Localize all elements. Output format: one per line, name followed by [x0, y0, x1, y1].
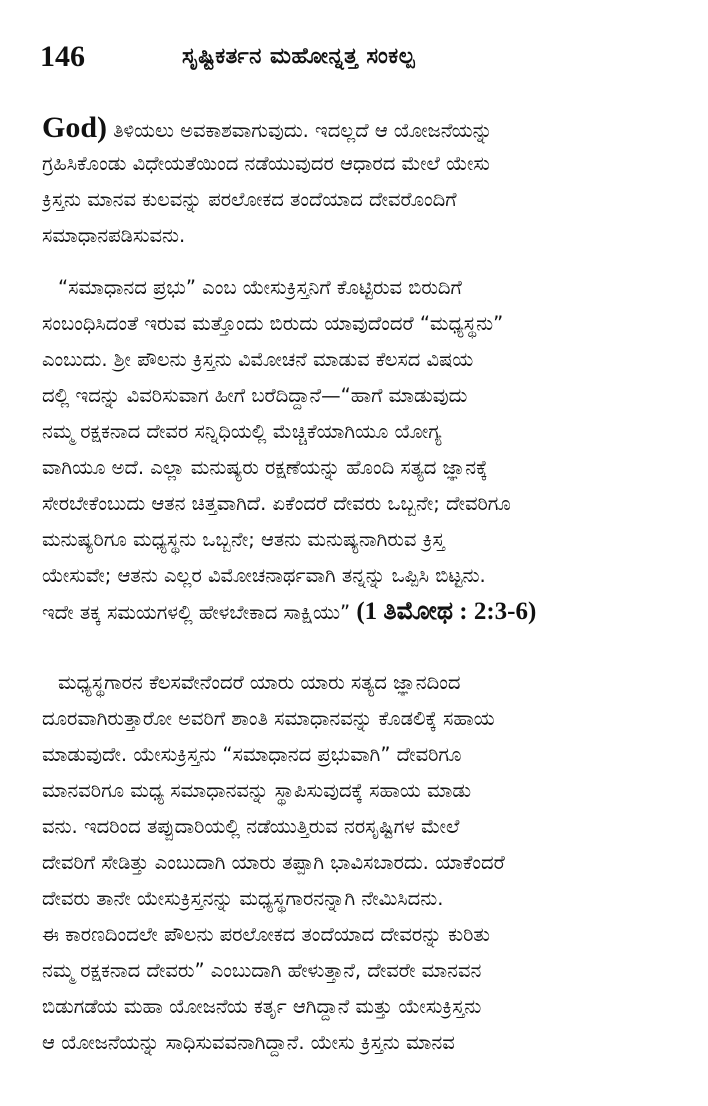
text-line [42, 110, 672, 146]
running-title: ಸೃಷ್ಟಿಕರ್ತನ ಮಹೋನ್ನತ್ತ ಸಂಕಲ್ಪ [182, 44, 416, 69]
text-line: ಮನುಷ್ಯರಿಗೂ ಮಧ್ಯಸ್ಥನು ಒಬ್ಬನೇ; ಆತನು ಮನುಷ್ಯನಾಗಿರುವ ಕ್ರಿಸ್ತ [42, 528, 445, 551]
text-line: ಯೇಸುವೇ; ಆತನು ಎಲ್ಲರ ವಿಮೋಚನಾರ್ಥವಾಗಿ ತನ್ನನ್ನು ಒಪ್ಪಿಸಿ ಬಿಟ್ಟನು. [42, 564, 486, 587]
text-line: ಕ್ರಿಸ್ತನು ಮಾನವ ಕುಲವನ್ನು ಪರಲೋಕದ ತಂದೆಯಾದ ದೇವರೊಂದಿಗೆ [42, 188, 457, 211]
paragraph-2 [42, 270, 672, 630]
page-number: 146 [40, 40, 85, 73]
text-line: ಈ ಕಾರಣದಿಂದಲೇ ಪೌಲನು ಪರಲೋಕದ ತಂದೆಯಾದ ದೇವರನ್ನು ಕುರಿತು [42, 923, 490, 946]
text-line: ನಮ್ಮ ರಕ್ಷಕನಾದ ದೇವರ ಸನ್ನಿಧಿಯಲ್ಲಿ ಮೆಚ್ಚಿಕೆಯಾಗಿಯೂ ಯೋಗ್ಯ [42, 420, 442, 443]
text-line: ಮಾನವರಿಗೂ ಮಧ್ಯ ಸಮಾಧಾನವನ್ನು ಸ್ಥಾಪಿಸುವುದಕ್ಕೆ ಸಹಾಯ ಮಾಡು [42, 779, 472, 802]
text-line: ವನು. ಇದರಿಂದ ತಪ್ಪುದಾರಿಯಲ್ಲಿ ನಡೆಯುತ್ತಿರುವ ನರಸೃಷ್ಟಿಗಳ ಮೇಲೆ [42, 815, 460, 838]
text-line: ಆ ಯೋಜನೆಯನ್ನು ಸಾಧಿಸುವವನಾಗಿದ್ದಾನೆ. ಯೇಸು ಕ್ರಿಸ್ತನು ಮಾನವ [42, 1031, 455, 1054]
text-line: ದೇವರು ತಾನೇ ಯೇಸುಕ್ರಿಸ್ತನನ್ನು ಮಧ್ಯಸ್ಥಗಾರನನ್ನಾಗಿ ನೇಮಿಸಿದನು. [42, 887, 444, 910]
text-line: “ಸಮಾಧಾನದ ಪ್ರಭು” ಎಂಬ ಯೇಸುಕ್ರಿಸ್ತನಿಗೆ ಕೊಟ್ಟಿರುವ ಬಿರುದಿಗೆ [58, 276, 462, 299]
text-line: ವಾಗಿಯೂ ಅದೆ. ಎಲ್ಲಾ ಮನುಷ್ಯರು ರಕ್ಷಣೆಯನ್ನು ಹೊಂದಿ ಸತ್ಯದ ಜ್ಞಾನಕ್ಕೆ [42, 456, 488, 479]
text-line: ಮಾಡುವುದೇ. ಯೇಸುಕ್ರಿಸ್ತನು “ಸಮಾಧಾನದ ಪ್ರಭುವಾಗಿ” ದೇವರಿಗೂ [42, 743, 462, 766]
scripture-citation: (1 ತಿಮೋಥ : 2:3-6) [356, 598, 537, 625]
text-line: ಮಧ್ಯಸ್ಥಗಾರನ ಕೆಲಸವೇನೆಂದರೆ ಯಾರು ಯಾರು ಸತ್ಯದ ಜ್ಞಾನದಿಂದ [58, 671, 461, 694]
text-line: ಗ್ರಹಿಸಿಕೊಂಡು ವಿಧೇಯತೆಯಿಂದ ನಡೆಯುವುದರ ಆಧಾರದ ಮೇಲೆ ಯೇಸು [42, 152, 490, 175]
paragraph-1 [42, 110, 672, 254]
text-line: ಸೇರಬೇಕೆಂಬುದು ಆತನ ಚಿತ್ತವಾಗಿದೆ. ಏಕೆಂದರೆ ದೇವರು ಒಬ್ಬನೇ; ದೇವರಿಗೂ [42, 492, 511, 515]
text-line [42, 594, 672, 630]
text-line: ದೇವರಿಗೆ ಸೇಡಿತ್ತು ಎಂಬುದಾಗಿ ಯಾರು ತಪ್ಪಾಗಿ ಭಾವಿಸಬಾರದು. ಯಾಕೆಂದರೆ [42, 851, 505, 874]
text-line: ದಲ್ಲಿ ಇದನ್ನು ವಿವರಿಸುವಾಗ ಹೀಗೆ ಬರೆದಿದ್ದಾನೆ—“ಹಾಗೆ ಮಾಡುವುದು [42, 384, 468, 407]
text-line: ಬಿಡುಗಡೆಯ ಮಹಾ ಯೋಜನೆಯ ಕರ್ತೃ ಆಗಿದ್ದಾನೆ ಮತ್ತು ಯೇಸುಕ್ರಿಸ್ತನು [42, 995, 482, 1018]
line-text: ಇದೇ ತಕ್ಕ ಸಮಯಗಳಲ್ಲಿ ಹೇಳಬೇಕಾದ ಸಾಕ್ಷಿಯು” [42, 601, 357, 624]
page-header [0, 0, 708, 90]
lead-word: God) [42, 111, 108, 144]
text-line: ನಮ್ಮ ರಕ್ಷಕನಾದ ದೇವರು” ಎಂಬುದಾಗಿ ಹೇಳುತ್ತಾನೆ, ದೇವರೇ ಮಾನವನ [42, 959, 482, 982]
text-line: ಎಂಬುದು. ಶ್ರೀ ಪೌಲನು ಕ್ರಿಸ್ತನು ವಿಮೋಚನೆ ಮಾಡುವ ಕೆಲಸದ ವಿಷಯ [42, 348, 474, 371]
text-line: ಸಂಬಂಧಿಸಿದಂತೆ ಇರುವ ಮತ್ತೊಂದು ಬಿರುದು ಯಾವುದೆಂದರೆ “ಮಧ್ಯಸ್ಥನು” [42, 312, 504, 335]
text-line: ಸಮಾಧಾನಪಡಿಸುವನು. [42, 224, 186, 247]
line-text: ತಿಳಿಯಲು ಅವಕಾಶವಾಗುವುದು. ಇದಲ್ಲದೆ ಆ ಯೋಜನೆಯನ್ನು [107, 119, 493, 142]
paragraph-3 [42, 665, 672, 1061]
text-line: ದೂರವಾಗಿರುತ್ತಾರೋ ಅವರಿಗೆ ಶಾಂತಿ ಸಮಾಧಾನವನ್ನು ಕೊಡಲಿಕ್ಕೆ ಸಹಾಯ [42, 707, 495, 730]
